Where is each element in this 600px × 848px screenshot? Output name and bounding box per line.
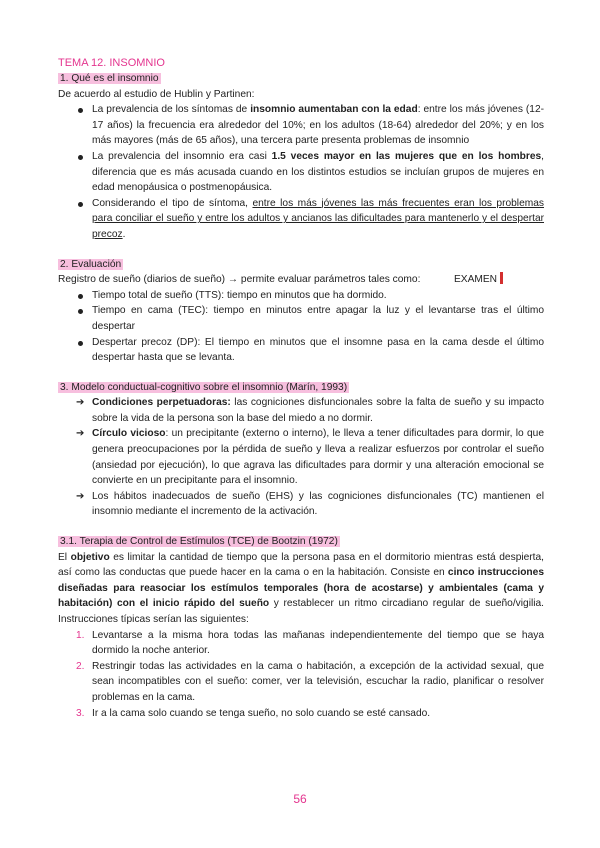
list-item: Despertar precoz (DP): El tiempo en minutos que el insomne pasa en la cama desde el último despertar hasta que se levanta. bbox=[58, 335, 544, 366]
section-1-list bbox=[58, 102, 544, 242]
text-run: Los hábitos inadecuados de sueño (EHS) y las cogniciones disfuncionales (TC) mantienen el insomnio mediante el incremento de la activación. bbox=[92, 490, 544, 518]
list-item bbox=[58, 395, 544, 426]
arrow-icon: ➔ bbox=[76, 428, 85, 440]
list-item bbox=[58, 196, 544, 243]
text-run: Levantarse a la misma hora todas las mañanas independientemente del tiempo que se haya dormido la noche anterior. bbox=[92, 629, 544, 657]
underlined-text: entre los más jóvenes las más frecuentes eran los problemas para conciliar el sueño y entre los adultos y ancianos las dificultades para mantenerlo y el despertar precoz bbox=[92, 197, 544, 240]
list-item: Tiempo en cama (TEC): tiempo en minutos entre apagar la luz y el levantarse tras el último despertar bbox=[58, 303, 544, 334]
section-3-1-paragraph bbox=[58, 550, 544, 628]
text-run: . bbox=[122, 228, 126, 240]
text-run: las cogniciones disfuncionales sobre la falta de sueño y su impacto sobre la vida de la persona son la base del miedo a no dormir. bbox=[92, 397, 544, 424]
list-item bbox=[58, 706, 544, 722]
text-run: , diferencia que es más acusada cuando en los distintos estudios se incluían grupos de mujeres en edad menopáusica o postmenopáusica. bbox=[92, 150, 544, 194]
bold-text: Condiciones perpetuadoras: bbox=[92, 397, 231, 409]
section-heading-3-1-text: 3.1. Terapia de Control de Estímulos (TCE) de Bootzin (1972) bbox=[60, 536, 338, 548]
section-heading-3-text: 3. Modelo conductual-cognitivo sobre el insomnio (Marín, 1993) bbox=[60, 381, 348, 393]
item-number: 3. bbox=[76, 707, 85, 719]
bold-text: cinco instrucciones diseñadas para reasociar los estímulos temporales (hora de acostarse) y ambientales (cama y habitación) con el inicio rápido del sueño bbox=[58, 567, 544, 610]
text-run: es limitar la cantidad de tiempo que la persona pasa en el dormitorio mientras está despierta, así como las conductas que puede hacer en la cama o en la habitación. Consiste en bbox=[58, 551, 545, 579]
item-number: 2. bbox=[76, 660, 85, 672]
bold-text: objetivo bbox=[70, 551, 110, 563]
list-item: Tiempo total de sueño (TTS): tiempo en minutos que ha dormido. bbox=[58, 288, 544, 304]
text-run: La prevalencia de los síntomas de bbox=[92, 104, 251, 116]
section-heading-1-text: 1. Qué es el insomnio bbox=[60, 73, 159, 84]
section-1-intro: De acuerdo al estudio de Hublin y Partinen: bbox=[58, 88, 255, 100]
section-3-list bbox=[58, 395, 544, 520]
section-heading-2 bbox=[58, 257, 544, 273]
arrow-icon: ➔ bbox=[76, 397, 85, 409]
instructions-list bbox=[58, 628, 544, 722]
section-heading-3 bbox=[58, 380, 544, 396]
text-run: : un precipitante (externo o interno), le lleva a tener dificultades para dormir, lo que genera preocupaciones por la pérdida de sueño y lleva a realizar esfuerzos por controlar el sueño (ansiedad por ejecución), lo que agrava las dificultades para dormir y una alteración emocional se convierte en un precipitante para el insomnio. bbox=[92, 428, 544, 487]
list-item bbox=[58, 102, 544, 149]
arrow-icon: ➔ bbox=[76, 490, 85, 502]
bold-text: Círculo vicioso bbox=[92, 428, 166, 440]
text-run: : entre los más jóvenes (12-17 años) la frecuencia era alrededor del 10%; en los adultos (18-64) alrededor del 20%; y en los más mayores (más de 65 años), una tercera parte presenta problemas de insomnio bbox=[92, 104, 545, 147]
text-run: Considerando el tipo de síntoma, bbox=[92, 197, 253, 209]
text-run: El bbox=[58, 551, 71, 563]
section-heading-1 bbox=[58, 71, 544, 87]
list-item bbox=[58, 149, 544, 196]
section-2-intro: Registro de sueño (diarios de sueño) → permite evaluar parámetros tales como: bbox=[58, 274, 421, 286]
exam-marker bbox=[454, 272, 503, 288]
document-page bbox=[58, 56, 544, 721]
section-heading-3-1 bbox=[58, 534, 544, 550]
section-2-intro-row bbox=[58, 272, 544, 288]
text-run: Restringir todas las actividades en la cama o habitación, a excepción de la actividad sexual, que sean incompatibles con el sueño: comer, ver la televisión, escuchar la radio, planificar o resolver problemas en la cama. bbox=[92, 660, 544, 703]
page-number: 56 bbox=[293, 792, 307, 806]
text-run: y restablecer un ritmo circadiano regular de sueño/vigilia. Instrucciones típicas serían las siguientes: bbox=[58, 598, 544, 625]
exam-label: EXAMEN bbox=[454, 274, 498, 286]
bold-text: insomnio aumentaban con la edad bbox=[250, 104, 418, 116]
section-heading-2-text: 2. Evaluación bbox=[60, 258, 122, 270]
bold-text: 1.5 veces mayor en las mujeres que en los hombres bbox=[271, 150, 542, 162]
list-item bbox=[58, 489, 544, 520]
list-item bbox=[58, 659, 544, 706]
section-2-list bbox=[58, 288, 544, 366]
list-item bbox=[58, 628, 544, 659]
item-number: 1. bbox=[76, 629, 85, 641]
text-run: Ir a la cama solo cuando se tenga sueño, no solo cuando se esté cansado. bbox=[92, 707, 431, 719]
text-run: La prevalencia del insomnio era casi bbox=[92, 150, 272, 162]
exclamation-icon bbox=[500, 272, 503, 284]
page-title: TEMA 12. INSOMNIO bbox=[58, 57, 165, 69]
list-item bbox=[58, 426, 544, 488]
